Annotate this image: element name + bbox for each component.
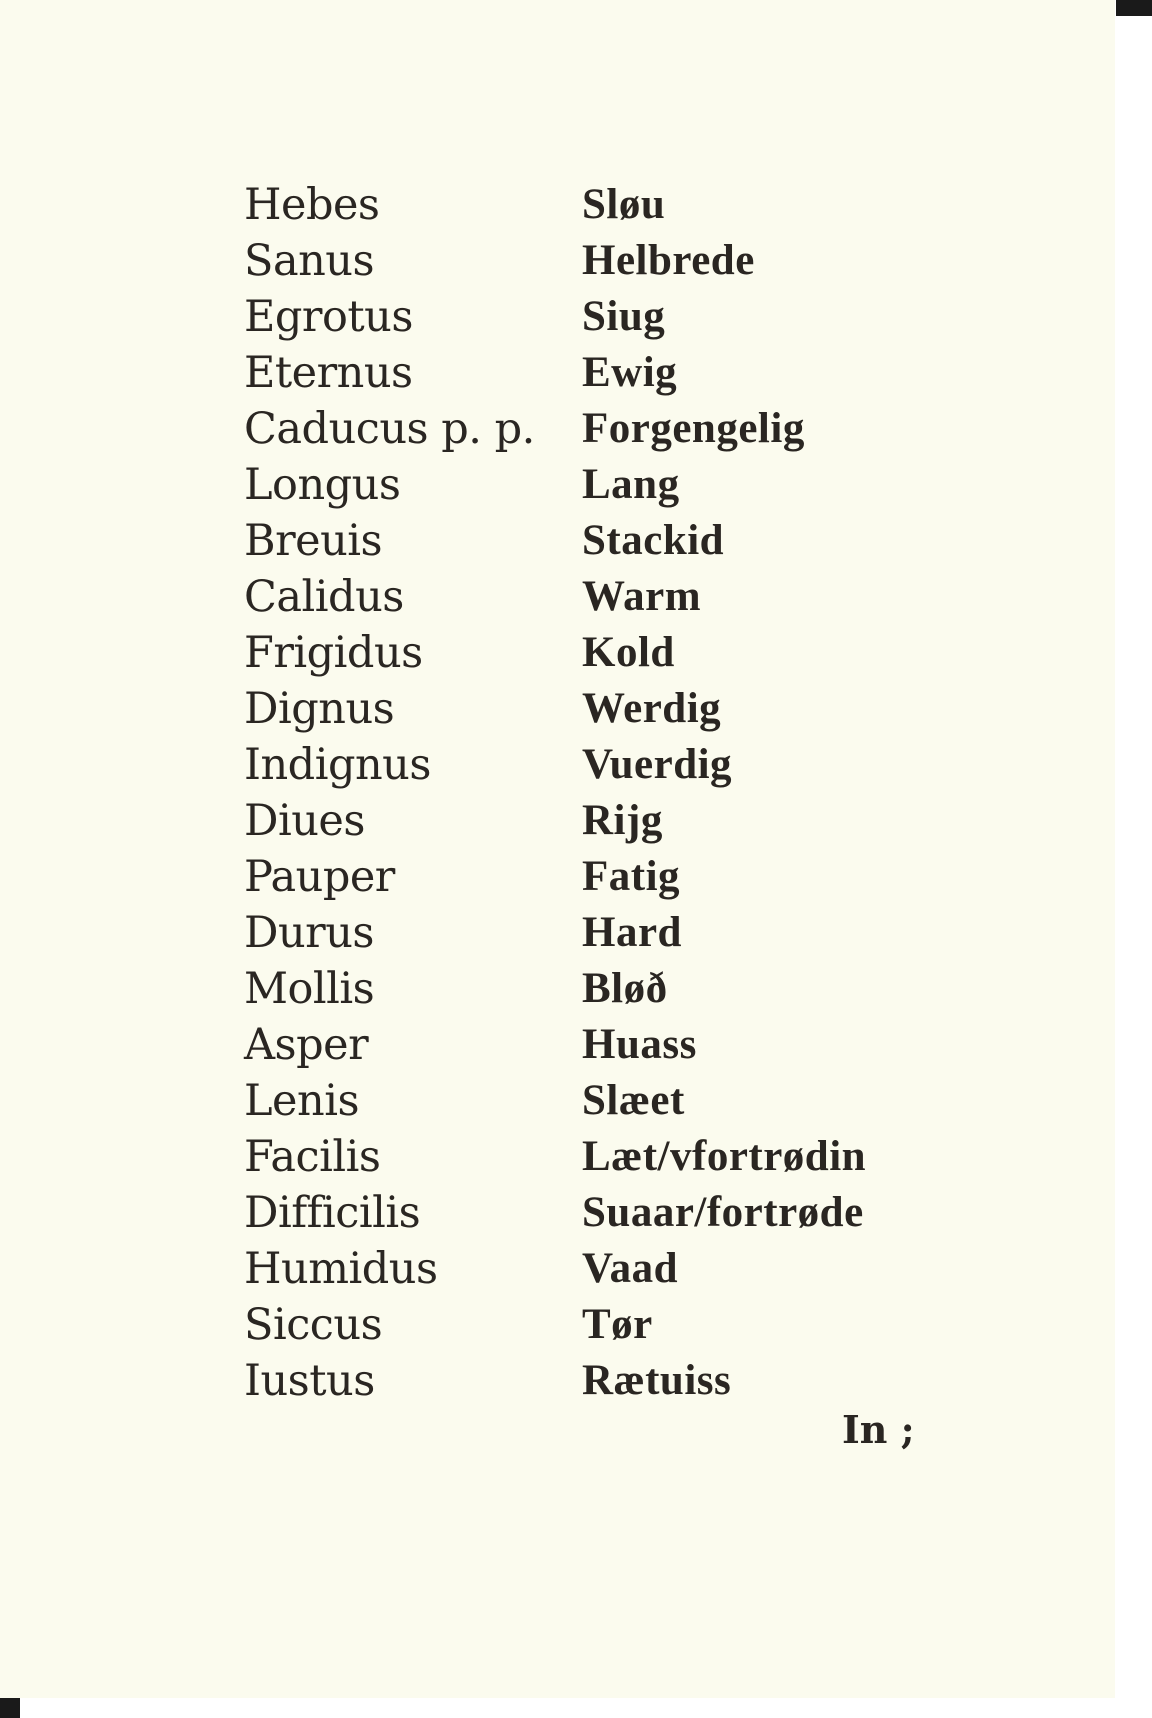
latin-word: Caducus p. p.: [244, 404, 535, 454]
latin-word: Siccus: [244, 1300, 383, 1350]
latin-word: Hebes: [244, 180, 380, 230]
latin-word: Iustus: [244, 1356, 375, 1406]
danish-word: Vuerdig: [582, 741, 733, 788]
danish-word: Lang: [582, 461, 680, 508]
latin-word: Sanus: [244, 236, 375, 286]
latin-word: Eternus: [244, 348, 413, 398]
scan-edge-mark-bottom: [0, 1698, 20, 1718]
latin-word: Lenis: [244, 1076, 360, 1126]
latin-word: Longus: [244, 460, 401, 510]
latin-word: Pauper: [244, 852, 395, 902]
latin-word: Frigidus: [244, 628, 423, 678]
danish-word: Slæet: [582, 1077, 685, 1124]
latin-word: Durus: [244, 908, 374, 958]
danish-word: Huass: [582, 1021, 697, 1068]
danish-word: Forgengelig: [582, 405, 805, 452]
danish-word: Siug: [582, 293, 666, 340]
latin-word: Indignus: [244, 740, 431, 790]
latin-word: Mollis: [244, 964, 375, 1014]
latin-word: Humidus: [244, 1244, 438, 1294]
danish-word: Bløð: [582, 965, 668, 1012]
danish-word-column: [582, 177, 982, 1409]
danish-word: Hard: [582, 909, 682, 956]
danish-word: Werdig: [582, 685, 722, 732]
danish-word: Tør: [582, 1301, 653, 1348]
latin-word: Diues: [244, 796, 365, 846]
danish-word: Suaar/fortrøde: [582, 1189, 864, 1236]
latin-word: Difficilis: [244, 1188, 421, 1238]
danish-word: Warm: [582, 573, 702, 620]
latin-word: Asper: [244, 1020, 369, 1070]
danish-word: Rijg: [582, 797, 663, 844]
catchword: In ;: [842, 1407, 915, 1452]
danish-word: Sløu: [582, 181, 666, 228]
danish-word: Stackid: [582, 517, 725, 564]
danish-word: Vaad: [582, 1245, 679, 1292]
scan-edge-mark-top: [1116, 0, 1152, 16]
latin-word: Egrotus: [244, 292, 413, 342]
danish-word: Læt/vfortrødin: [582, 1133, 867, 1180]
danish-word: Fatig: [582, 853, 681, 900]
danish-word: Ewig: [582, 349, 678, 396]
latin-word: Dignus: [244, 684, 395, 734]
danish-word: Rætuiss: [582, 1357, 732, 1404]
danish-word: Helbrede: [582, 237, 755, 284]
latin-word-column: [244, 177, 574, 1409]
latin-word: Calidus: [244, 572, 404, 622]
latin-word: Facilis: [244, 1132, 381, 1182]
danish-word: Kold: [582, 629, 675, 676]
latin-word: Breuis: [244, 516, 383, 566]
